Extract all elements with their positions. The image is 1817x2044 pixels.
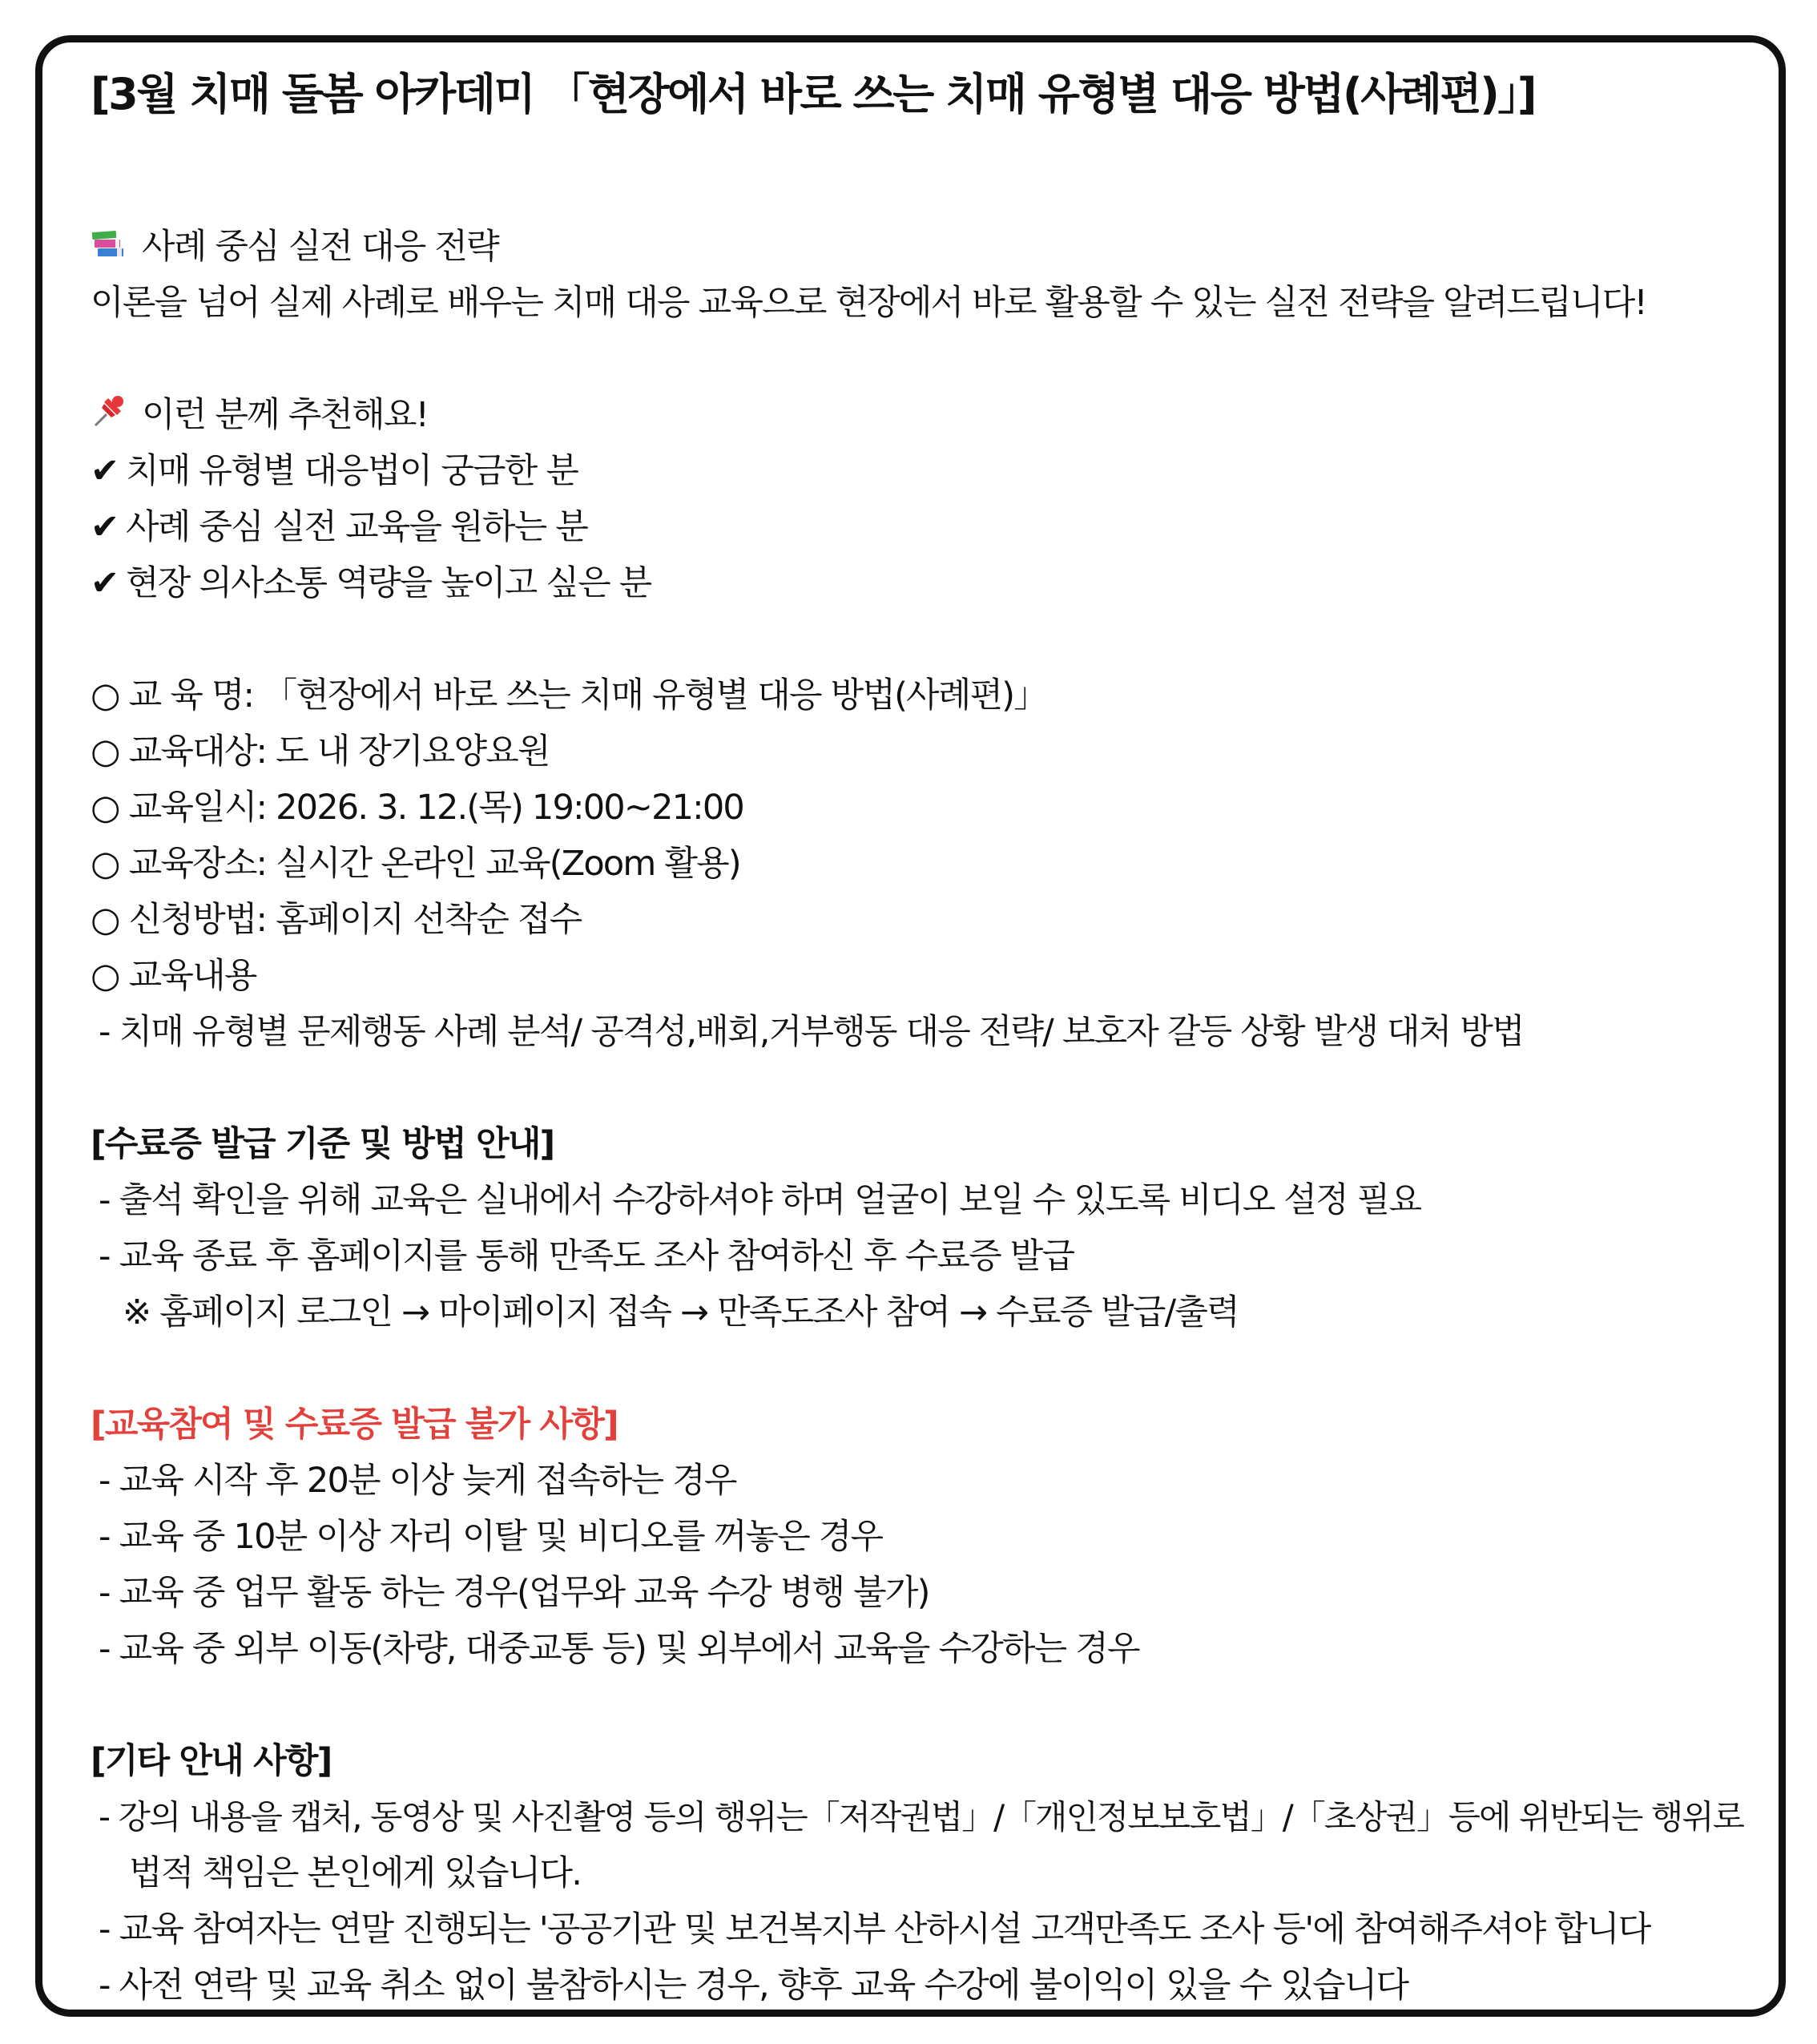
certificate-heading: [수료증 발급 기준 및 방법 안내] [91,1124,554,1164]
recommend-heading-line [91,391,428,441]
other-line-continued: 법적 책임은 본인에게 있습니다. [129,1853,582,1893]
circle-bullet-icon: ○ [91,788,119,828]
detail-item-text: 교육장소: 실시간 온라인 교육(Zoom 활용) [128,844,740,884]
restriction-line: - 교육 중 업무 활동 하는 경우(업무와 교육 수강 병행 불가) [99,1573,929,1613]
detail-item [91,840,740,888]
detail-item [91,896,582,944]
check-icon: ✔ [91,451,119,491]
detail-item [91,728,550,776]
detail-item-text: 신청방법: 홈페이지 선착순 접수 [128,900,582,940]
detail-item [91,952,256,1000]
check-icon: ✔ [91,563,119,603]
check-icon: ✔ [91,507,119,547]
detail-item-text: 교육일시: 2026. 3. 12.(목) 19:00~21:00 [128,788,743,828]
other-heading: [기타 안내 사항] [91,1741,332,1781]
recommend-heading: 이런 분께 추천해요! [142,395,429,435]
certificate-line: - 출석 확인을 위해 교육은 실내에서 수강하셔야 하며 얼굴이 보일 수 있도록 비디오 설정 필요 [99,1180,1421,1220]
recommend-item-text: 사례 중심 실전 교육을 원하는 분 [126,507,587,547]
circle-bullet-icon: ○ [91,900,119,940]
detail-item-text: 교육내용 [128,956,256,996]
restriction-line: - 교육 중 외부 이동(차량, 대중교통 등) 및 외부에서 교육을 수강하는 경우 [99,1629,1139,1669]
books-icon [91,225,127,273]
notice-title: [3월 치매 돌봄 아카데미 「현장에서 바로 쓰는 치매 유형별 대응 방법(사례편)」] [91,69,1536,119]
detail-item [91,784,743,832]
intro-heading-line [91,223,498,273]
recommend-item [91,559,651,607]
restrictions-heading: [교육참여 및 수료증 발급 불가 사항] [91,1405,618,1445]
circle-bullet-icon: ○ [91,844,119,884]
detail-item-text: 교 육 명: 「현장에서 바로 쓰는 치매 유형별 대응 방법(사례편)」 [128,675,1047,716]
restriction-line: - 교육 중 10분 이상 자리 이탈 및 비디오를 꺼놓은 경우 [99,1517,883,1557]
detail-item-text: 교육대상: 도 내 장기요양요원 [128,732,550,772]
other-line: - 강의 내용을 캡처, 동영상 및 사진촬영 등의 행위는「저작권법」/「개인정보보호법」/「초상권」등에 위반되는 행위로 [99,1797,1744,1836]
certificate-note: ※ 홈페이지 로그인 → 마이페이지 접속 → 만족도조사 참여 → 수료증 발급/출력 [123,1292,1239,1332]
recommend-item [91,447,578,495]
circle-bullet-icon: ○ [91,956,119,996]
other-line: - 교육 참여자는 연말 진행되는 '공공기관 및 보건복지부 산하시설 고객만족도 조사 등'에 참여해주셔야 합니다 [99,1909,1650,1949]
intro-text: 이론을 넘어 실제 사례로 배우는 치매 대응 교육으로 현장에서 바로 활용할 수 있는 실전 전략을 알려드립니다! [91,283,1646,323]
recommend-item-text: 현장 의사소통 역량을 높이고 싶은 분 [126,563,651,603]
pushpin-icon [91,393,127,441]
circle-bullet-icon: ○ [91,732,119,772]
notice-card [35,35,1786,2017]
detail-content-line: - 치매 유형별 문제행동 사례 분석/ 공격성,배회,거부행동 대응 전략/ 보호자 갈등 상황 발생 대처 방법 [99,1012,1524,1052]
intro-heading: 사례 중심 실전 대응 전략 [142,227,498,267]
detail-item [91,671,1046,720]
restriction-line: - 교육 시작 후 20분 이상 늦게 접속하는 경우 [99,1461,736,1501]
recommend-item [91,503,587,551]
other-line: - 사전 연락 및 교육 취소 없이 불참하시는 경우, 향후 교육 수강에 불이익이 있을 수 있습니다 [99,1965,1408,2006]
recommend-item-text: 치매 유형별 대응법이 궁금한 분 [126,451,578,491]
certificate-line: - 교육 종료 후 홈페이지를 통해 만족도 조사 참여하신 후 수료증 발급 [99,1236,1074,1276]
circle-bullet-icon: ○ [91,675,119,716]
